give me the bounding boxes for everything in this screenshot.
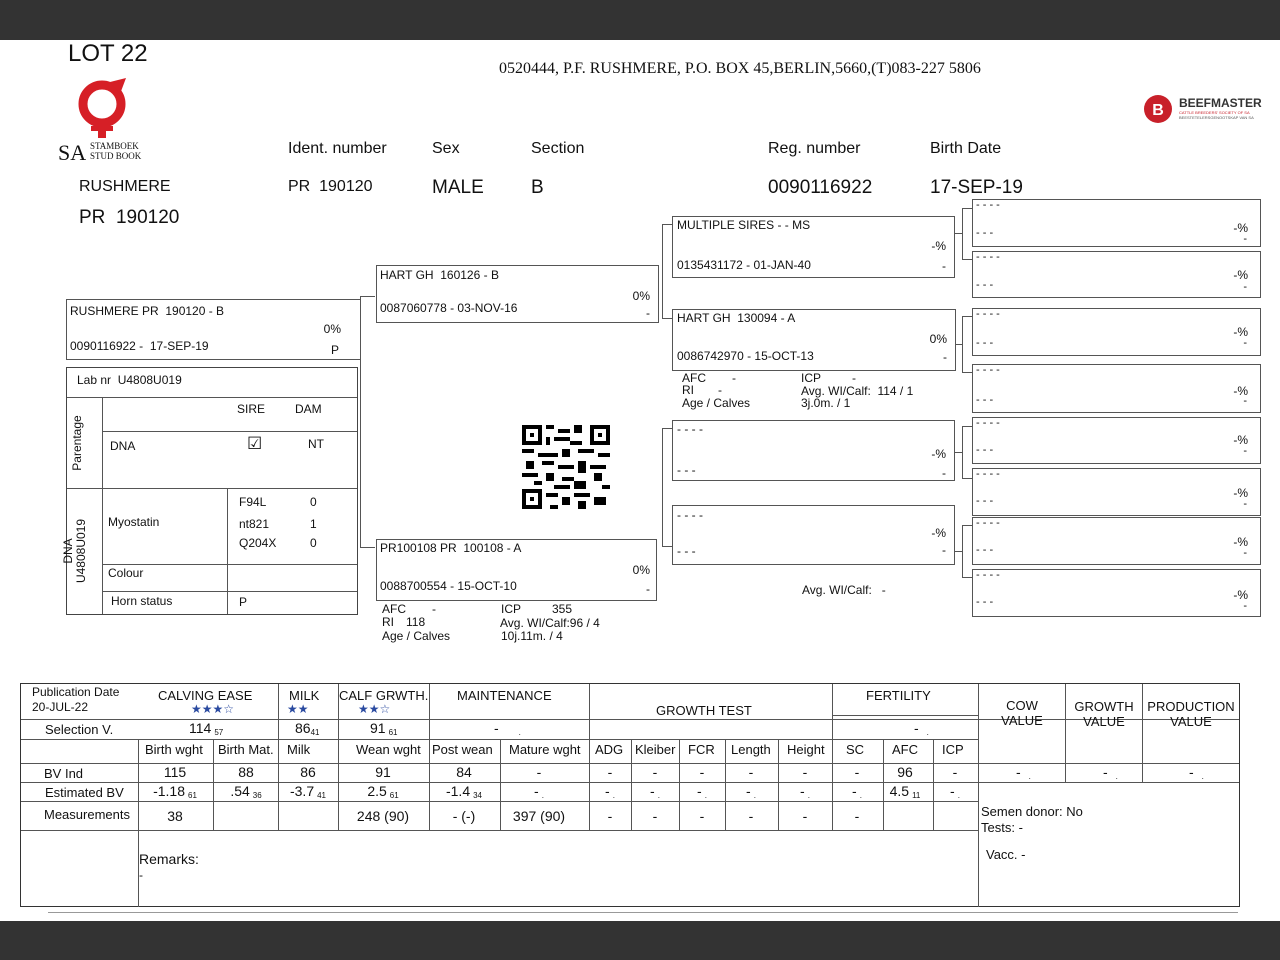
ss-title: MULTIPLE SIRES - - MS (677, 218, 811, 232)
gen4-title: - - - - (976, 199, 1000, 211)
qr-code (522, 425, 610, 509)
pedigree-connector (955, 551, 962, 552)
bv-cell: - (748, 764, 754, 780)
meas-cell: - (802, 808, 808, 824)
dam-icp-label: ICP (501, 602, 522, 616)
pedigree-connector (962, 426, 972, 427)
gen4-box (972, 308, 1261, 356)
dam-icp: 355 (552, 602, 573, 616)
lab-divider (102, 591, 357, 592)
sire-pedigree-box (376, 265, 659, 323)
col-milk: Milk (287, 742, 311, 757)
lab-divider (102, 564, 357, 565)
dam-reg-line: 0088700554 - 15-OCT-10 (380, 579, 517, 593)
sex-header: Sex (432, 140, 460, 157)
subject-reg-line: 0090116922 - 17-SEP-19 (70, 339, 209, 353)
meas-cell: - (748, 808, 754, 824)
gen4-pct: -% (1233, 433, 1248, 447)
beefmaster-sub2: BEESTETELERSGENOOTSKAP VAN SA (1179, 115, 1254, 120)
est-accuracy: 34 (473, 791, 483, 800)
group-growth: GROWTH TEST (656, 703, 752, 718)
dna-dam-value: NT (308, 437, 324, 451)
dd-pct: -% (931, 526, 946, 540)
est-accuracy: 36 (252, 791, 262, 800)
sel-milk-val: 86 (295, 720, 311, 736)
gen4-dash: - (1243, 445, 1247, 457)
calf-stars: ★★☆ (358, 702, 391, 716)
col-sc: SC (846, 742, 865, 757)
col-mature-wght: Mature wght (509, 742, 581, 757)
dam-stats (382, 603, 652, 645)
dam-pct: 0% (632, 563, 650, 577)
est-accuracy: 11 (912, 791, 921, 800)
gen4-title: - - - - (976, 517, 1000, 529)
sire-header: SIRE (237, 402, 266, 416)
gen4-dash: - (1243, 600, 1247, 612)
group-milk: MILK (289, 688, 320, 703)
group-production-value: PRODUCTION VALUE (1147, 699, 1235, 729)
myostatin-val-2: 0 (310, 536, 317, 550)
sire-dam-box (672, 309, 956, 371)
dna-side-text: DNA (61, 538, 75, 564)
lab-number: Lab nr U4808U019 (77, 373, 182, 387)
pedigree-connector (662, 428, 663, 546)
est-accuracy: . (657, 791, 660, 800)
gen4-line: - - - (976, 337, 994, 349)
table-rule (278, 684, 279, 830)
col-post-wean: Post wean (432, 742, 493, 757)
sel-calving (189, 720, 223, 737)
semen-donor: Semen donor: No (981, 804, 1083, 819)
reg-header: Reg. number (768, 140, 861, 157)
col-length: Length (731, 742, 771, 757)
bv-table (20, 683, 1240, 907)
animal-name: RUSHMERE (79, 178, 171, 195)
est-accuracy: . (541, 791, 544, 800)
meas-cell: 38 (167, 808, 183, 824)
meas-cell: - (-) (452, 808, 476, 824)
lab-divider (227, 488, 228, 614)
gen4-title: - - - - (976, 364, 1000, 376)
sd-icp: - (852, 371, 856, 385)
bv-cell: 86 (300, 764, 316, 780)
est-value: -3.7 (289, 783, 315, 799)
dd-avg-wi: Avg. WI/Calf: - (802, 583, 886, 597)
dam-dash: - (646, 582, 650, 596)
bottom-bar (0, 921, 1280, 960)
sel-milk-acc: 41 (310, 728, 320, 737)
dam-afc: - (432, 602, 436, 616)
est-accuracy: 61 (389, 791, 399, 800)
dna-side-label (62, 516, 88, 586)
group-calf: CALF GRWTH. (339, 688, 429, 703)
group-growth-value: GROWTH VALUE (1074, 699, 1134, 729)
gen4-title: - - - - (976, 251, 1000, 263)
gen4-title: - - - - (976, 468, 1000, 480)
top-bar (0, 0, 1280, 40)
est-label: Estimated BV (45, 785, 124, 800)
gen4-line: - - - (976, 279, 994, 291)
sd-afc-label: AFC (682, 371, 706, 385)
dam-pedigree-box (376, 539, 657, 601)
growth-value-val: - (1103, 764, 1108, 780)
est-cell (424, 783, 504, 800)
est-accuracy: 41 (317, 791, 327, 800)
col-wean-wght: Wean wght (356, 742, 421, 757)
sel-fert (914, 720, 929, 737)
sel-calf-val: 91 (370, 720, 386, 736)
meas-cell: - (607, 808, 613, 824)
sel-label: Selection V. (45, 722, 114, 737)
sire-pct: 0% (632, 289, 650, 303)
calving-stars: ★★★☆ (191, 702, 235, 716)
parentage-label: Parentage (70, 415, 84, 471)
pub-date: 20-JUL-22 (32, 700, 89, 714)
pedigree-connector (962, 208, 963, 259)
sel-calving-val: 114 (189, 720, 212, 736)
dam-afc-label: AFC (382, 602, 406, 616)
bv-cell: 88 (238, 764, 254, 780)
dd-reg-line: - - - (677, 544, 696, 558)
est-accuracy: . (859, 791, 862, 800)
gen4-line: - - - (976, 596, 994, 608)
sel-milk (295, 720, 319, 737)
lab-divider (102, 397, 103, 614)
sel-calf-acc: 61 (388, 728, 398, 737)
gen4-line: - - - (976, 544, 994, 556)
pedigree-connector (962, 525, 972, 526)
est-cell (268, 783, 348, 800)
dam-dam-box (672, 505, 955, 565)
lot-number: LOT 22 (68, 40, 148, 67)
lab-panel (61, 367, 358, 615)
meas-cell: - (652, 808, 658, 824)
cow-value-val: - (1016, 764, 1021, 780)
meas-label: Measurements (44, 807, 130, 822)
est-cell (499, 783, 579, 800)
horn-label: Horn status (111, 594, 173, 608)
gen4-dash: - (1243, 337, 1247, 349)
sel-calving-acc: 57 (214, 728, 224, 737)
gen4-dash: - (1243, 281, 1247, 293)
remarks-label: Remarks: (139, 851, 199, 867)
gen4-box (972, 199, 1261, 247)
sel-fert-val: - (914, 720, 919, 736)
bv-cell: - (699, 764, 705, 780)
gen4-pct: -% (1233, 325, 1248, 339)
myostatin-key-2: Q204X (239, 536, 277, 550)
beefmaster-emblem-icon (1143, 94, 1173, 124)
dam-ri-label: RI (382, 615, 394, 629)
est-cell (915, 783, 995, 800)
sel-calf (370, 720, 397, 737)
sd-ri-label: RI (682, 383, 694, 397)
sd-reg-line: 0086742970 - 15-OCT-13 (677, 349, 814, 363)
bv-cell: - (952, 764, 958, 780)
est-value: - (605, 783, 610, 799)
table-rule (21, 830, 978, 831)
sire-reg-line: 0087060778 - 03-NOV-16 (380, 301, 518, 315)
gen4-dash: - (1243, 498, 1247, 510)
est-value: - (650, 783, 655, 799)
table-rule (338, 684, 339, 830)
sd-stats (682, 372, 952, 414)
ds-title: - - - - (677, 422, 703, 436)
dd-title: - - - - (677, 508, 703, 522)
est-accuracy: . (807, 791, 810, 800)
horn-value: P (239, 595, 248, 609)
group-calving: CALVING EASE (158, 688, 253, 703)
reg-number: 0090116922 (768, 177, 873, 198)
sd-ri: - (718, 383, 722, 397)
est-value: - (746, 783, 751, 799)
myostatin-label: Myostatin (108, 515, 160, 529)
gen4-pct: -% (1233, 268, 1248, 282)
dna-label: DNA (110, 439, 136, 453)
sd-pct: 0% (929, 332, 947, 346)
sire-title: HART GH 160126 - B (380, 268, 499, 282)
pedigree-connector (962, 478, 972, 479)
pub-label: Publication Date (32, 685, 120, 699)
pedigree-connector (962, 372, 972, 373)
pedigree-connector (955, 452, 962, 453)
dam-avg-wi: Avg. WI/Calf:96 / 4 (500, 616, 600, 630)
sd-age-label: Age / Calves (682, 396, 751, 410)
meas-cell: 397 (90) (512, 808, 566, 824)
production-value-bv: - $_.$ (1189, 764, 1204, 781)
gen4-pct: -% (1233, 588, 1248, 602)
gen4-pct: -% (1233, 384, 1248, 398)
gen4-title: - - - - (976, 308, 1000, 320)
dam-ri: 118 (406, 615, 426, 629)
birth-header: Birth Date (930, 140, 1002, 157)
est-value: - (800, 783, 805, 799)
remarks-value: - (139, 868, 143, 882)
bv-cell: 84 (456, 764, 472, 780)
stud-book-sa: SA (58, 140, 87, 165)
dam-sire-box (672, 420, 955, 481)
sd-afc: - (732, 371, 736, 385)
est-accuracy: 61 (188, 791, 197, 800)
beefmaster-brand: BEEFMASTER (1179, 96, 1262, 110)
col-fcr: FCR (688, 742, 715, 757)
gen4-box (972, 251, 1261, 298)
col-height: Height (787, 742, 825, 757)
gen4-line: - - - (976, 444, 994, 456)
est-value: -1.4 (445, 783, 471, 799)
sel-fert-acc: . (926, 728, 929, 737)
pedigree-connector (962, 316, 963, 372)
est-accuracy: . (957, 791, 960, 800)
birth-date: 17-SEP-19 (930, 177, 1023, 198)
gen4-pct: -% (1233, 535, 1248, 549)
ds-reg-line: - - - (677, 463, 696, 477)
sd-icp-label: ICP (801, 371, 822, 385)
section-value: B (531, 177, 544, 198)
animal-prefix-id: PR 190120 (79, 207, 180, 228)
lab-divider (102, 431, 357, 432)
tests: Tests: - (981, 820, 1023, 835)
pedigree-connector (662, 428, 672, 429)
pedigree-connector (662, 546, 672, 547)
cow-value-bv: - $_.$ (1016, 764, 1031, 781)
pedigree-connector (962, 525, 963, 577)
ss-reg-line: 0135431172 - 01-JAN-40 (677, 258, 811, 272)
dna-sire-checkbox: ☑ (247, 434, 263, 453)
myostatin-key-0: F94L (239, 495, 267, 509)
sd-avg-wi: Avg. WI/Calf: 114 / 1 (801, 384, 914, 398)
gen4-box (972, 417, 1261, 464)
beefmaster-letter: B (1152, 102, 1164, 119)
pedigree-connector (962, 208, 972, 209)
gen4-line: - - - (976, 227, 994, 239)
gen4-dash: - (1243, 395, 1247, 407)
bv-cell: - (652, 764, 658, 780)
group-cow: COW VALUE (1001, 698, 1043, 728)
owner-line: 0520444, P.F. RUSHMERE, P.O. BOX 45,BERLIN,5660,(T)083-227 5806 (499, 60, 981, 77)
gen4-dash: - (1243, 547, 1247, 559)
bv-cell: 91 (375, 764, 391, 780)
milk-stars: ★★ (287, 702, 309, 716)
gen4-title: - - - - (976, 417, 1000, 429)
sd-title: HART GH 130094 - A (677, 311, 796, 325)
gen4-dash: - (1243, 233, 1247, 245)
qr-code-icon (522, 425, 610, 509)
est-value: 2.5 (367, 783, 387, 799)
myostatin-val-1: 1 (310, 517, 317, 531)
subject-tag: P (330, 343, 339, 357)
est-cell (343, 783, 423, 800)
col-kleiber: Kleiber (635, 742, 676, 757)
pedigree-connector (962, 577, 972, 578)
group-maint: MAINTENANCE (457, 688, 552, 703)
stud-book-logo (58, 76, 158, 166)
pedigree-connector (662, 224, 663, 318)
gen4-box (972, 517, 1261, 565)
dam-header: DAM (295, 402, 322, 416)
pedigree-connector (955, 233, 962, 234)
vaccinations: Vacc. - (986, 847, 1026, 862)
est-value: - (852, 783, 857, 799)
gen4-pct: -% (1233, 486, 1248, 500)
est-accuracy: . (612, 791, 615, 800)
dd-dash: - (942, 543, 946, 557)
group-fert: FERTILITY (866, 688, 931, 703)
sel-maint (494, 720, 521, 737)
subject-pedigree-box (66, 299, 361, 360)
lab-divider (67, 488, 357, 489)
pedigree-connector (956, 344, 962, 345)
gen4-line: - - - (976, 495, 994, 507)
meas-cell: - (854, 808, 860, 824)
ss-dash: - (942, 259, 946, 273)
sire-sire-box (672, 216, 955, 278)
sel-maint-val: - (494, 720, 499, 736)
dam-age-label: Age / Calves (382, 629, 451, 643)
gen4-box (972, 364, 1261, 413)
bv-label: BV Ind (44, 766, 84, 781)
bv-cell: - (536, 764, 542, 780)
sd-age: 3j.0m. / 1 (801, 396, 851, 410)
subject-title: RUSHMERE PR 190120 - B (70, 304, 225, 318)
est-value: - (534, 783, 539, 799)
bv-cell: 96 (897, 764, 913, 780)
gen4-line: - - - (976, 394, 994, 406)
ds-dash: - (942, 466, 946, 480)
est-accuracy: . (704, 791, 707, 800)
sex-value: MALE (432, 177, 484, 198)
dam-age: 10j.11m. / 4 (501, 629, 563, 643)
col-birth-mat: Birth Mat. (218, 742, 274, 757)
pedigree-connector (962, 259, 972, 260)
bv-cell: - (854, 764, 860, 780)
col-afc: AFC (892, 742, 918, 757)
ident-number: PR 190120 (288, 178, 373, 195)
colour-label: Colour (108, 566, 144, 580)
section-header: Section (531, 140, 585, 157)
meas-cell: - (699, 808, 705, 824)
gen4-pct: -% (1233, 221, 1248, 235)
dna-side-id: U4808U019 (74, 518, 88, 584)
est-value: 4.5 (889, 783, 910, 799)
beefmaster-sub1: CATTLE BREEDERS' SOCIETY OF SA (1179, 110, 1250, 115)
meas-cell: 248 (90) (356, 808, 410, 824)
myostatin-val-0: 0 (310, 495, 317, 509)
growth-value-bv: - $_.$ (1103, 764, 1118, 781)
stud-book-line1: STAMBOEK (90, 141, 139, 151)
est-value: .54 (230, 783, 250, 799)
sd-dash: - (943, 350, 947, 364)
sel-maint-acc: . (518, 728, 521, 737)
ss-pct: -% (931, 239, 946, 253)
ds-pct: -% (931, 447, 946, 461)
col-icp: ICP (942, 742, 964, 757)
beefmaster-logo (1143, 94, 1273, 126)
bv-cell: - (802, 764, 808, 780)
production-value-val: - (1189, 764, 1194, 780)
sire-dash: - (646, 306, 650, 320)
stud-book-line2: STUD BOOK (90, 151, 142, 161)
gen4-title: - - - - (976, 569, 1000, 581)
pedigree-connector (360, 296, 375, 297)
pedigree-connector (962, 316, 972, 317)
pedigree-connector (360, 547, 375, 548)
table-rule (833, 715, 978, 716)
bv-cell: 115 (163, 764, 187, 780)
gen4-box (972, 569, 1261, 617)
lab-divider (67, 397, 357, 398)
pedigree-connector (662, 224, 672, 225)
est-cell (135, 783, 215, 800)
dam-title: PR100108 PR 100108 - A (380, 541, 522, 555)
col-birth-wght: Birth wght (145, 742, 203, 757)
pedigree-connector (662, 318, 672, 319)
est-accuracy: . (753, 791, 756, 800)
est-value: - (950, 783, 955, 799)
col-adg: ADG (595, 742, 624, 757)
bv-cell: - (607, 764, 613, 780)
est-value: - (697, 783, 702, 799)
ident-header: Ident. number (288, 140, 387, 157)
gen4-box (972, 468, 1261, 516)
pedigree-connector (962, 426, 963, 478)
myostatin-key-1: nt821 (239, 517, 270, 531)
est-value: -1.18 (153, 783, 185, 799)
footer-rule (48, 912, 1238, 913)
subject-pct: 0% (323, 322, 341, 336)
